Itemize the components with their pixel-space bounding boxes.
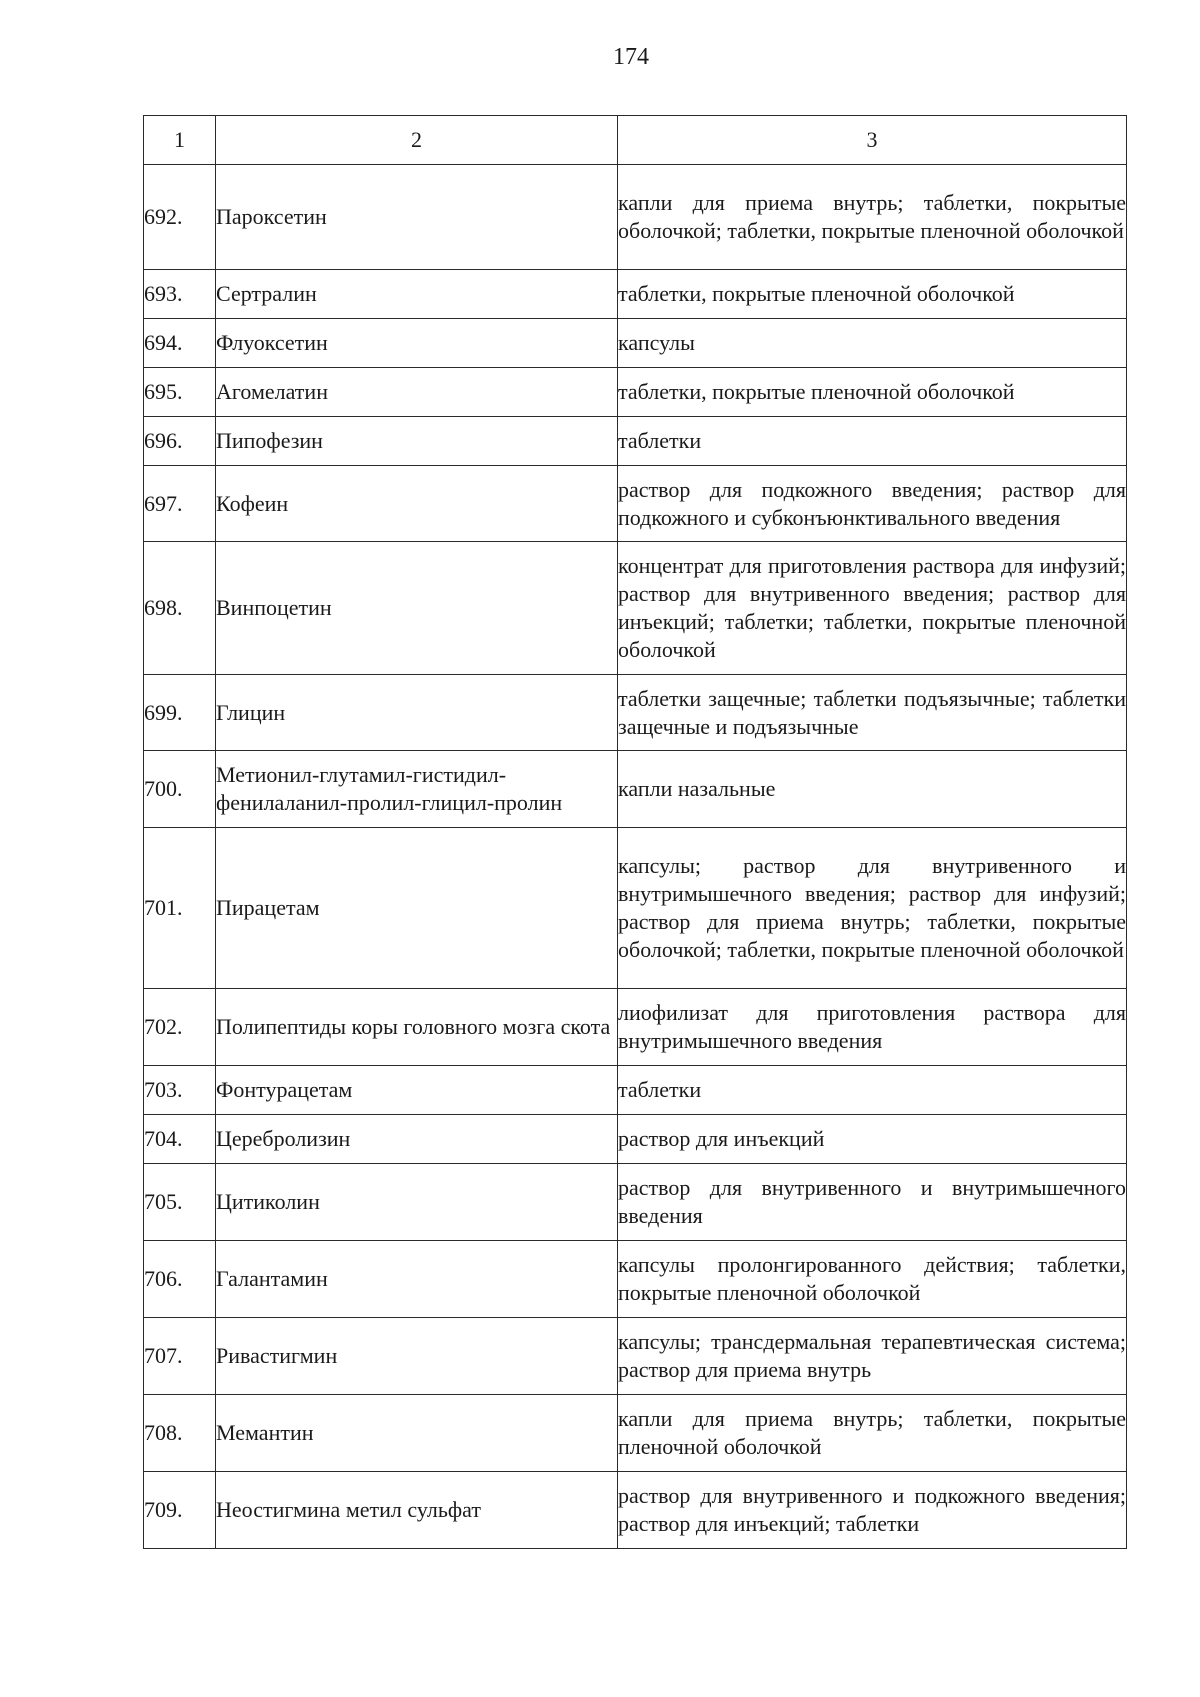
dosage-form: капли для приема внутрь; таблетки, покрытые оболочкой; таблетки, покрытые пленочной оболочкой — [618, 165, 1127, 270]
row-number: 701. — [144, 828, 216, 989]
dosage-form: таблетки, покрытые пленочной оболочкой — [618, 270, 1127, 319]
row-number: 693. — [144, 270, 216, 319]
dosage-form: капли для приема внутрь; таблетки, покрытые пленочной оболочкой — [618, 1395, 1127, 1472]
table-row — [144, 466, 1127, 542]
dosage-form: капсулы; трансдермальная терапевтическая система; раствор для приема внутрь — [618, 1318, 1127, 1395]
dosage-form: капсулы; раствор для внутривенного и внутримышечного введения; раствор для инфузий; раствор для приема внутрь; таблетки, покрытые оболочкой; таблетки, покрытые пленочной оболочкой — [618, 828, 1127, 989]
drug-table — [143, 115, 1127, 1549]
dosage-form: раствор для инъекций — [618, 1115, 1127, 1164]
table-row — [144, 270, 1127, 319]
table-row — [144, 1241, 1127, 1318]
drug-name: Фонтурацетам — [216, 1066, 618, 1115]
drug-name: Метионил-глутамил-гистидил-фенилаланил-пролил-глицил-пролин — [216, 751, 618, 828]
dosage-form: лиофилизат для приготовления раствора для внутримышечного введения — [618, 989, 1127, 1066]
header-col-number: 1 — [144, 116, 216, 165]
row-number: 694. — [144, 319, 216, 368]
table-row — [144, 751, 1127, 828]
drug-name: Неостигмина метил сульфат — [216, 1472, 618, 1549]
row-number: 695. — [144, 368, 216, 417]
dosage-form: раствор для внутривенного и внутримышечного введения — [618, 1164, 1127, 1241]
drug-name: Пирацетам — [216, 828, 618, 989]
drug-name: Мемантин — [216, 1395, 618, 1472]
drug-name: Церебролизин — [216, 1115, 618, 1164]
row-number: 696. — [144, 417, 216, 466]
row-number: 707. — [144, 1318, 216, 1395]
table-row — [144, 1066, 1127, 1115]
table-row — [144, 368, 1127, 417]
row-number: 698. — [144, 542, 216, 675]
header-col-form: 3 — [618, 116, 1127, 165]
dosage-form: капли назальные — [618, 751, 1127, 828]
table-row — [144, 417, 1127, 466]
row-number: 692. — [144, 165, 216, 270]
table-row — [144, 675, 1127, 751]
dosage-form: таблетки, покрытые пленочной оболочкой — [618, 368, 1127, 417]
row-number: 702. — [144, 989, 216, 1066]
dosage-form: раствор для внутривенного и подкожного введения; раствор для инъекций; таблетки — [618, 1472, 1127, 1549]
dosage-form: раствор для подкожного введения; раствор для подкожного и субконъюнктивального введения — [618, 466, 1127, 542]
row-number: 704. — [144, 1115, 216, 1164]
table-row — [144, 1164, 1127, 1241]
page-number: 174 — [613, 44, 649, 70]
dosage-form: таблетки защечные; таблетки подъязычные; таблетки защечные и подъязычные — [618, 675, 1127, 751]
row-number: 697. — [144, 466, 216, 542]
row-number: 705. — [144, 1164, 216, 1241]
table-row — [144, 989, 1127, 1066]
table-header-row — [144, 116, 1127, 165]
drug-name: Флуоксетин — [216, 319, 618, 368]
drug-name: Полипептиды коры головного мозга скота — [216, 989, 618, 1066]
table-row — [144, 165, 1127, 270]
table-row — [144, 1395, 1127, 1472]
table-row — [144, 319, 1127, 368]
table-row — [144, 1318, 1127, 1395]
table-row — [144, 828, 1127, 989]
dosage-form: капсулы — [618, 319, 1127, 368]
row-number: 699. — [144, 675, 216, 751]
dosage-form: таблетки — [618, 1066, 1127, 1115]
row-number: 708. — [144, 1395, 216, 1472]
drug-name: Винпоцетин — [216, 542, 618, 675]
row-number: 709. — [144, 1472, 216, 1549]
dosage-form: капсулы пролонгированного действия; таблетки, покрытые пленочной оболочкой — [618, 1241, 1127, 1318]
row-number: 700. — [144, 751, 216, 828]
table-row — [144, 1115, 1127, 1164]
table-row — [144, 1472, 1127, 1549]
drug-name: Кофеин — [216, 466, 618, 542]
row-number: 706. — [144, 1241, 216, 1318]
dosage-form: таблетки — [618, 417, 1127, 466]
drug-name: Цитиколин — [216, 1164, 618, 1241]
drug-name: Агомелатин — [216, 368, 618, 417]
drug-name: Ривастигмин — [216, 1318, 618, 1395]
drug-name: Сертралин — [216, 270, 618, 319]
drug-name: Пипофезин — [216, 417, 618, 466]
drug-name: Галантамин — [216, 1241, 618, 1318]
drug-name: Пароксетин — [216, 165, 618, 270]
table-row — [144, 542, 1127, 675]
header-col-name: 2 — [216, 116, 618, 165]
dosage-form: концентрат для приготовления раствора для инфузий; раствор для внутривенного введения; раствор для инъекций; таблетки; таблетки, покрытые пленочной оболочкой — [618, 542, 1127, 675]
drug-name: Глицин — [216, 675, 618, 751]
row-number: 703. — [144, 1066, 216, 1115]
